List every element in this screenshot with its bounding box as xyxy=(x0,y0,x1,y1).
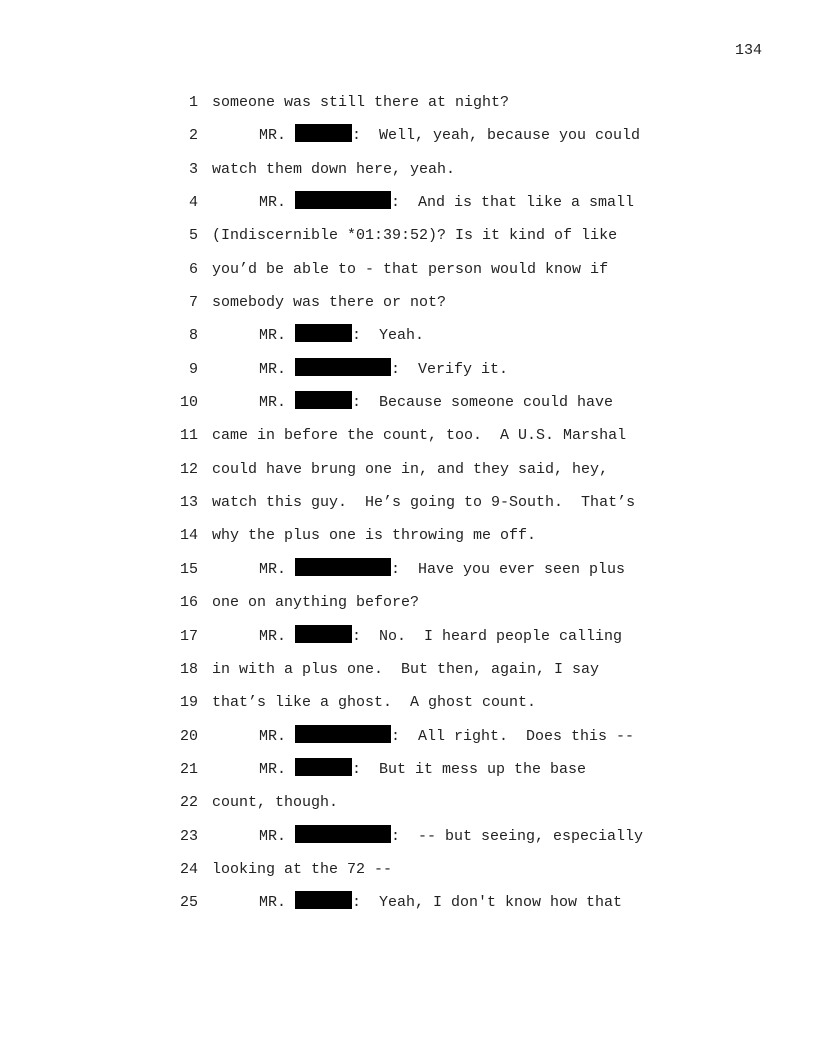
speaker-turn xyxy=(259,353,508,386)
speaker-turn xyxy=(259,386,613,419)
speaker-prefix: MR. xyxy=(259,560,287,578)
line-number: 6 xyxy=(188,260,198,278)
speaker-turn xyxy=(259,119,640,152)
line-number: 22 xyxy=(179,794,198,812)
speaker-prefix: MR. xyxy=(259,827,287,845)
line-text: somebody was there or not? xyxy=(212,294,447,312)
speaker-text: : Verify it. xyxy=(391,360,509,378)
line-text: looking at the 72 -- xyxy=(212,860,393,878)
transcript-line xyxy=(0,686,816,719)
speaker-turn xyxy=(259,753,586,786)
speaker-prefix: MR. xyxy=(259,760,287,778)
redaction-bar xyxy=(295,124,352,142)
speaker-text: : All right. Does this -- xyxy=(391,727,635,745)
transcript-line xyxy=(0,720,816,753)
transcript-line xyxy=(0,353,816,386)
line-number: 2 xyxy=(188,127,198,145)
line-number: 4 xyxy=(188,194,198,212)
speaker-text: : -- but seeing, especially xyxy=(391,827,644,845)
speaker-text: : But it mess up the base xyxy=(352,760,587,778)
transcript-line xyxy=(0,119,816,152)
transcript-body xyxy=(0,86,816,920)
line-number: 23 xyxy=(179,827,198,845)
line-number: 7 xyxy=(188,294,198,312)
transcript-line xyxy=(0,886,816,919)
transcript-line xyxy=(0,786,816,819)
speaker-prefix: MR. xyxy=(259,327,287,345)
transcript-line xyxy=(0,820,816,853)
line-text: could have brung one in, and they said, hey, xyxy=(212,460,609,478)
speaker-text: : Have you ever seen plus xyxy=(391,560,626,578)
speaker-prefix: MR. xyxy=(259,627,287,645)
transcript-line xyxy=(0,253,816,286)
line-number: 11 xyxy=(179,427,198,445)
line-text: (Indiscernible *01:39:52)? Is it kind of like xyxy=(212,227,618,245)
speaker-turn xyxy=(259,720,634,753)
speaker-text: : Yeah, I don't know how that xyxy=(352,894,623,912)
transcript-line xyxy=(0,620,816,653)
redaction-bar xyxy=(295,358,391,376)
line-text: count, though. xyxy=(212,794,339,812)
redaction-bar xyxy=(295,891,352,909)
line-text: watch this guy. He’s going to 9-South. That’s xyxy=(212,494,636,512)
line-number: 21 xyxy=(179,760,198,778)
speaker-turn xyxy=(259,820,643,853)
line-number: 1 xyxy=(188,94,198,111)
transcript-line xyxy=(0,286,816,319)
transcript-line xyxy=(0,486,816,519)
line-number: 8 xyxy=(188,327,198,345)
speaker-text: : Well, yeah, because you could xyxy=(352,127,641,145)
line-number: 5 xyxy=(188,227,198,245)
speaker-prefix: MR. xyxy=(259,360,287,378)
speaker-prefix: MR. xyxy=(259,194,287,212)
redaction-bar xyxy=(295,625,352,643)
line-number: 24 xyxy=(179,860,198,878)
transcript-line xyxy=(0,186,816,219)
line-text: that’s like a ghost. A ghost count. xyxy=(212,694,537,712)
transcript-line xyxy=(0,86,816,119)
redaction-bar xyxy=(295,191,391,209)
transcript-line xyxy=(0,453,816,486)
transcript-line xyxy=(0,653,816,686)
transcript-line xyxy=(0,386,816,419)
line-number: 18 xyxy=(179,660,198,678)
redaction-bar xyxy=(295,324,352,342)
line-number: 12 xyxy=(179,460,198,478)
speaker-turn xyxy=(259,319,424,352)
line-number: 15 xyxy=(179,560,198,578)
redaction-bar xyxy=(295,558,391,576)
line-text: watch them down here, yeah. xyxy=(212,160,456,178)
line-number: 3 xyxy=(188,160,198,178)
transcript-line xyxy=(0,519,816,552)
transcript-line xyxy=(0,586,816,619)
transcript-line xyxy=(0,219,816,252)
line-number: 25 xyxy=(179,894,198,912)
line-number: 19 xyxy=(179,694,198,712)
redaction-bar xyxy=(295,758,352,776)
redaction-bar xyxy=(295,725,391,743)
speaker-text: : And is that like a small xyxy=(391,194,635,212)
line-text: why the plus one is throwing me off. xyxy=(212,527,537,545)
line-text: someone was still there at night? xyxy=(212,94,510,111)
redaction-bar xyxy=(295,825,391,843)
line-number: 16 xyxy=(179,594,198,612)
transcript-line xyxy=(0,153,816,186)
transcript-line xyxy=(0,853,816,886)
speaker-prefix: MR. xyxy=(259,727,287,745)
line-text: in with a plus one. But then, again, I say xyxy=(212,660,600,678)
speaker-turn xyxy=(259,886,622,919)
line-number: 20 xyxy=(179,727,198,745)
line-number: 14 xyxy=(179,527,198,545)
line-text: came in before the count, too. A U.S. Marshal xyxy=(212,427,627,445)
speaker-prefix: MR. xyxy=(259,127,287,145)
speaker-turn xyxy=(259,186,634,219)
speaker-turn xyxy=(259,620,622,653)
transcript-line xyxy=(0,753,816,786)
speaker-prefix: MR. xyxy=(259,394,287,412)
speaker-text: : Because someone could have xyxy=(352,394,614,412)
line-number: 9 xyxy=(188,360,198,378)
line-text: you’d be able to - that person would know if xyxy=(212,260,609,278)
speaker-turn xyxy=(259,553,625,586)
redaction-bar xyxy=(295,391,352,409)
transcript-line xyxy=(0,419,816,452)
line-number: 13 xyxy=(179,494,198,512)
line-number: 17 xyxy=(179,627,198,645)
speaker-prefix: MR. xyxy=(259,894,287,912)
line-text: one on anything before? xyxy=(212,594,420,612)
page-number: 134 xyxy=(734,42,762,59)
transcript-line xyxy=(0,553,816,586)
transcript-line xyxy=(0,319,816,352)
speaker-text: : Yeah. xyxy=(352,327,425,345)
speaker-text: : No. I heard people calling xyxy=(352,627,623,645)
line-number: 10 xyxy=(179,394,198,412)
